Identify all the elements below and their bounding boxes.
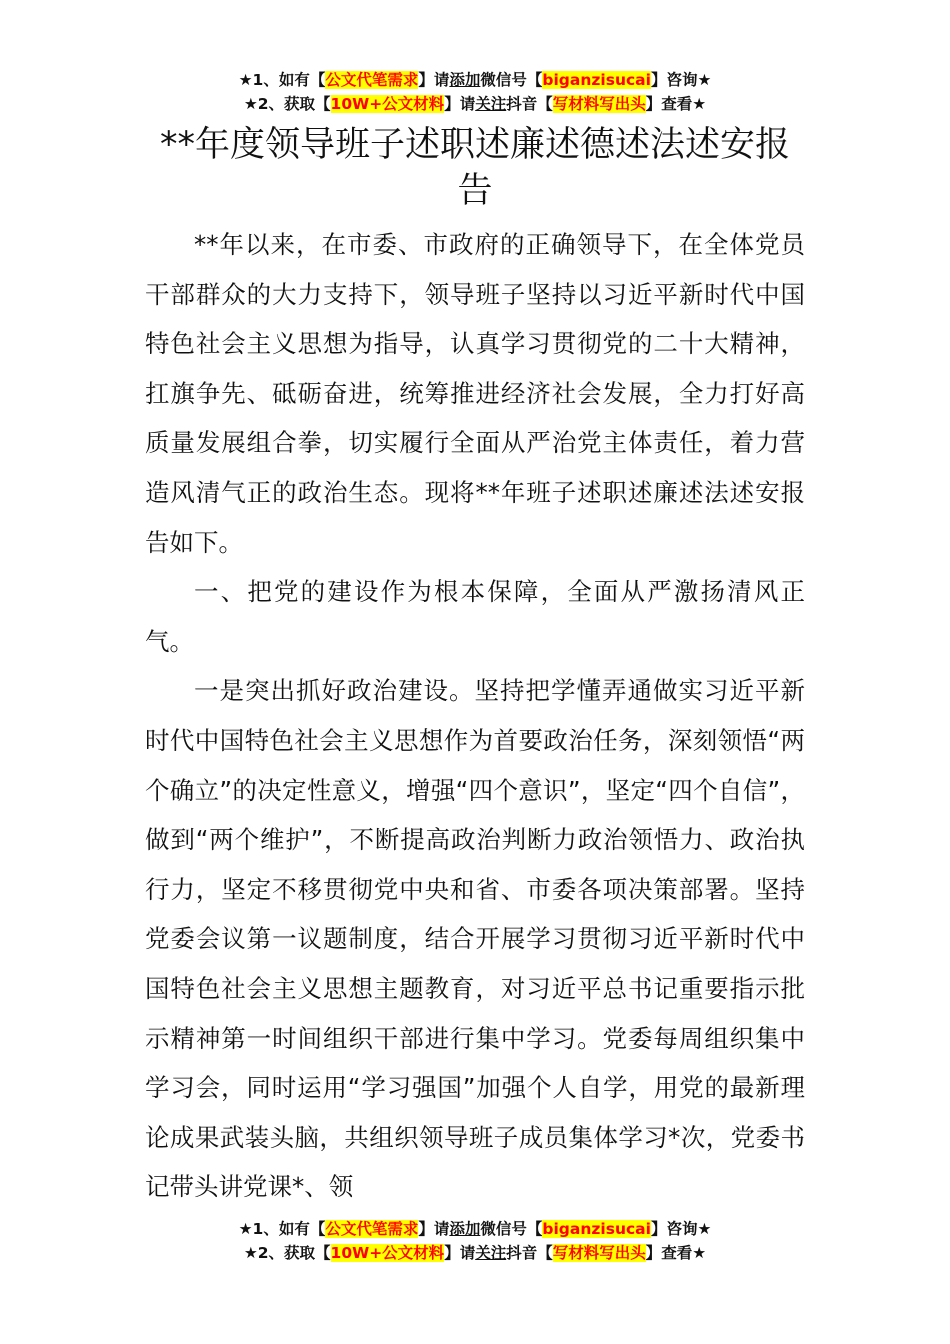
banner-line-2: ★2、获取【10W+公文材料】请关注抖音【写材料写出头】查看★ [243, 95, 707, 113]
header-banner [0, 68, 950, 116]
paragraph-political-building: 一是突出抓好政治建设。坚持把学懂弄通做实习近平新时代中国特色社会主义思想作为首要政治任务，深刻领悟“两个确立”的决定性意义，增强“四个意识”，坚定“四个自信”，做到“两个维护”，不断提高政治判断力政治领悟力、政治执行力，坚定不移贯彻党中央和省、市委各项决策部署。坚持党委会议第一议题制度，结合开展学习贯彻习近平新时代中国特色社会主义思想主题教育，对习近平总书记重要指示批示精神第一时间组织干部进行集中学习。党委每周组织集中学习会，同时运用“学习强国”加强个人自学，用党的最新理论成果武装头脑，共组织领导班子成员集体学习*次，党委书记带头讲党课*、领 [145, 676, 805, 1202]
highlight-douyin-name: 写材料写出头 [552, 95, 646, 113]
banner-line-1: ★1、如有【公文代笔需求】请添加微信号【biganzisucai】咨询★ [238, 1220, 712, 1238]
highlight-materials: 10W+公文材料 [330, 1244, 445, 1262]
highlight-wechat-id: biganzisucai [542, 71, 651, 89]
highlight-douyin-name: 写材料写出头 [552, 1244, 646, 1262]
paragraph-section-heading: 一、把党的建设作为根本保障，全面从严激扬清风正气。 [145, 577, 805, 656]
highlight-wechat-id: biganzisucai [542, 1220, 651, 1238]
highlight-materials: 10W+公文材料 [330, 95, 445, 113]
paragraph-intro: **年以来，在市委、市政府的正确领导下，在全体党员干部群众的大力支持下，领导班子坚持以习近平新时代中国特色社会主义思想为指导，认真学习贯彻党的二十大精神，扛旗争先、砥砺奋进，统筹推进经济社会发展，全力打好高质量发展组合拳，切实履行全面从严治党主体责任，着力营造风清气正的政治生态。现将**年班子述职述廉述法述安报告如下。 [145, 230, 805, 557]
document-body [145, 220, 805, 1212]
footer-banner [0, 1217, 950, 1265]
banner-line-1: ★1、如有【公文代笔需求】请添加微信号【biganzisucai】咨询★ [238, 71, 712, 89]
highlight-service: 公文代笔需求 [325, 71, 419, 89]
banner-line-2: ★2、获取【10W+公文材料】请关注抖音【写材料写出头】查看★ [243, 1244, 707, 1262]
document-title: **年度领导班子述职述廉述德述法述安报告 [159, 125, 790, 211]
highlight-service: 公文代笔需求 [325, 1220, 419, 1238]
